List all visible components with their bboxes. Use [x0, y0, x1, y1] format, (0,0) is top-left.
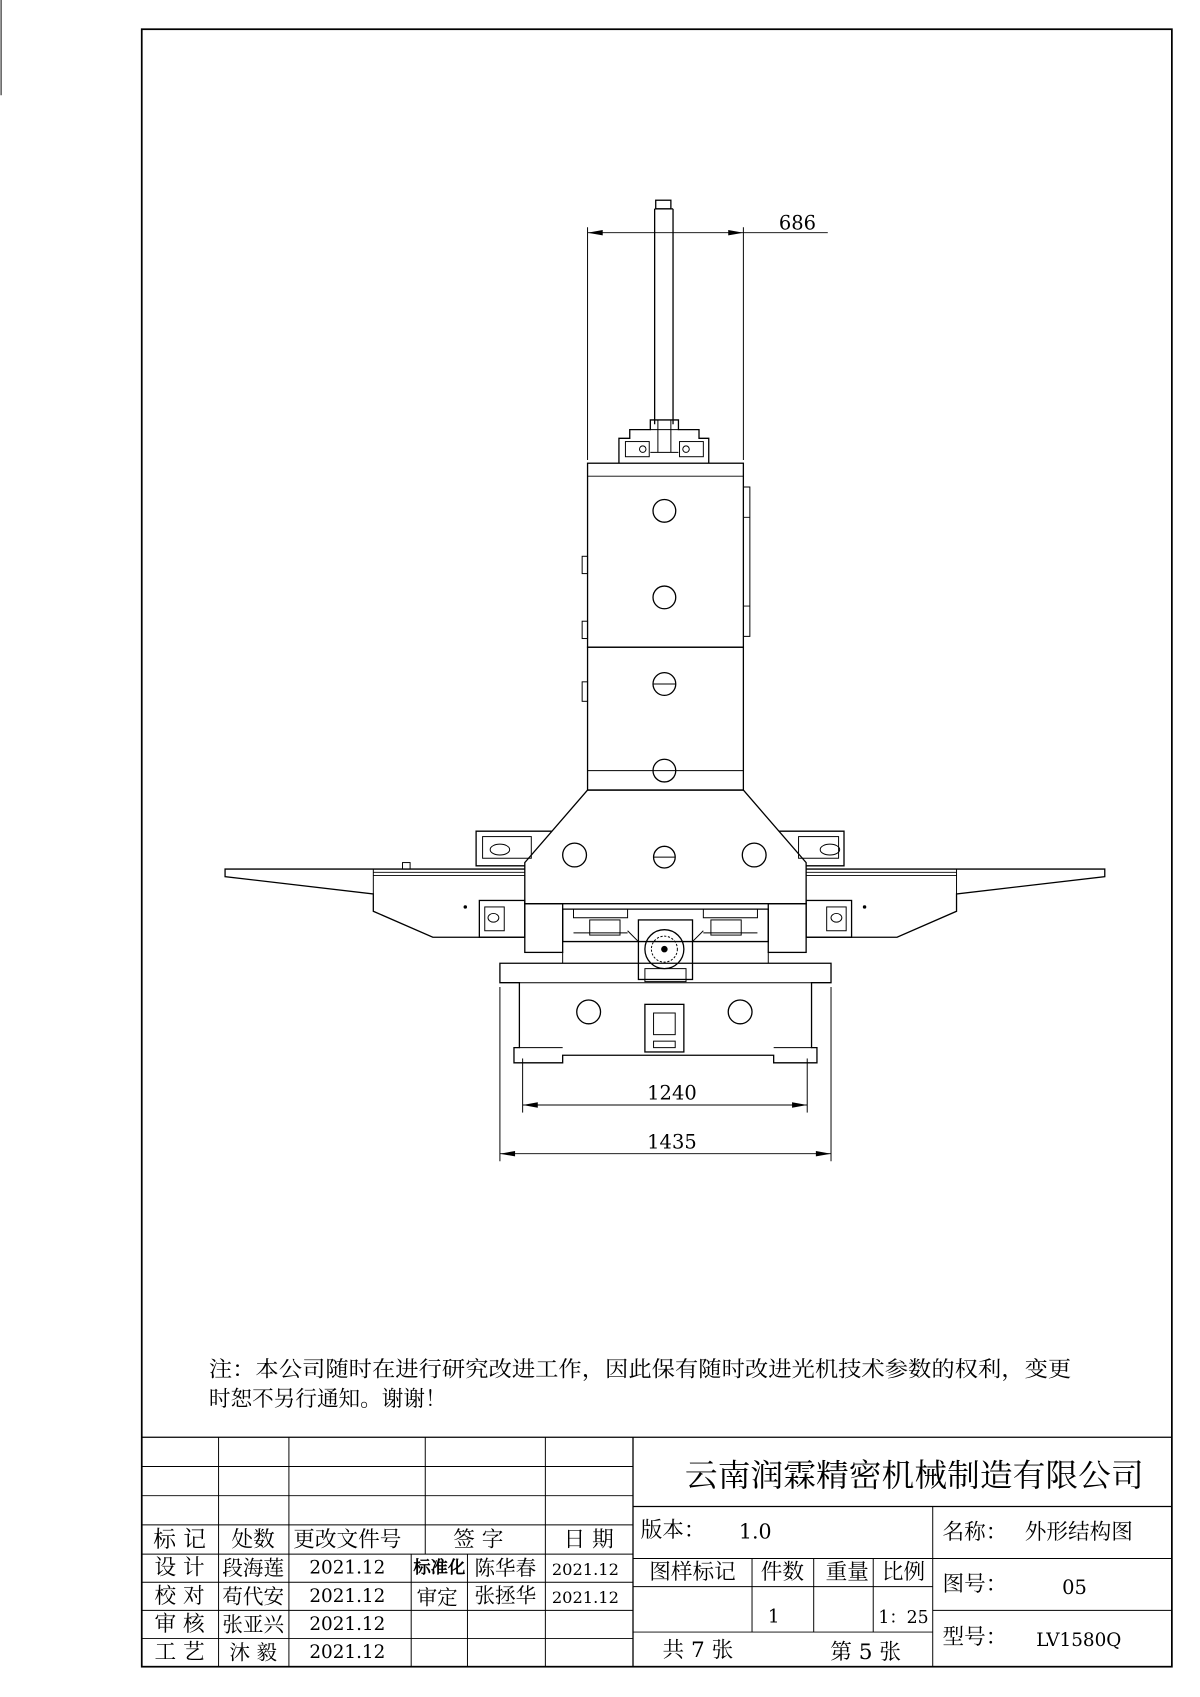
column-body — [525, 790, 806, 904]
company-name: 云南润霖精密机械制造有限公司 — [684, 1458, 1144, 1495]
header-mark: 标 记 — [153, 1527, 206, 1554]
sheet-current: 第 5 张 — [830, 1640, 902, 1666]
model-label: 型号： — [942, 1624, 1008, 1650]
title-block — [142, 1437, 1172, 1666]
header-date: 日 期 — [563, 1527, 614, 1553]
role-label: 设 计 — [154, 1555, 205, 1581]
person-name: 苟代安 — [222, 1584, 285, 1609]
date-value: 2021.12 — [309, 1557, 386, 1579]
machine-base — [500, 963, 831, 1063]
top-fixture — [619, 420, 709, 463]
header-quantity: 件数 — [760, 1560, 804, 1586]
right-lower-bracket — [806, 900, 851, 937]
bolt-hole — [728, 1000, 752, 1024]
dimension-1240 — [523, 1058, 808, 1112]
sheet-table — [649, 1560, 928, 1628]
role-label: 审定 — [416, 1585, 458, 1610]
bolt-hole — [577, 1000, 601, 1024]
person-name: 段海莲 — [222, 1556, 285, 1581]
role-label: 审 核 — [154, 1611, 205, 1637]
date-value: 2021.12 — [309, 1642, 386, 1664]
column-rod — [655, 200, 673, 424]
headstock-upper — [582, 463, 750, 647]
revision-row-process — [155, 1640, 386, 1665]
quantity-value: 1 — [767, 1606, 780, 1628]
revision-row-review — [155, 1612, 386, 1637]
drawing-name-value: 外形结构图 — [1024, 1519, 1133, 1545]
date-value: 2021.12 — [551, 1559, 619, 1579]
front-view-drawing — [225, 200, 1105, 1161]
version-value: 1.0 — [738, 1519, 772, 1544]
note-line-1: 注：本公司随时在进行研究改进工作，因此保有随时改进光机技术参数的权利，变更 — [208, 1357, 1072, 1383]
role-label: 标准化 — [413, 1558, 466, 1579]
left-lower-bracket — [479, 900, 524, 937]
dimension-686 — [588, 211, 828, 460]
dimension-label: 1240 — [647, 1081, 697, 1105]
header-count: 处数 — [231, 1527, 275, 1553]
bolt-hole — [563, 843, 587, 867]
header-signature: 签 字 — [453, 1527, 504, 1553]
bolt-hole — [742, 843, 766, 867]
drawing-name-label: 名称： — [942, 1519, 1008, 1545]
role-label: 工 艺 — [154, 1640, 205, 1666]
version-label: 版本： — [640, 1517, 706, 1543]
dimension-label: 686 — [778, 211, 817, 235]
revision-row-design — [155, 1556, 619, 1581]
header-change-doc: 更改文件号 — [293, 1527, 402, 1553]
revision-row-check — [155, 1583, 619, 1609]
bolt-hole — [653, 586, 676, 609]
person-name: 张拯华 — [474, 1583, 537, 1608]
header-weight: 重量 — [825, 1560, 869, 1586]
person-name: 陈华春 — [474, 1556, 537, 1581]
headstock-lower — [582, 647, 743, 790]
dimension-label: 1435 — [647, 1130, 697, 1154]
drawing-frame — [142, 29, 1172, 1666]
role-label: 校 对 — [154, 1583, 205, 1609]
person-name: 张亚兴 — [222, 1612, 285, 1637]
date-value: 2021.12 — [309, 1585, 386, 1607]
person-name: 沐 毅 — [229, 1640, 278, 1665]
chip-outlet — [645, 1004, 684, 1052]
note-line-2: 时恕不另行通知。谢谢！ — [208, 1386, 447, 1412]
date-value: 2021.12 — [551, 1587, 619, 1607]
revision-note — [209, 1358, 1071, 1412]
drawing-number-value: 05 — [1062, 1576, 1087, 1600]
revision-table-header — [153, 1527, 613, 1553]
saddle-assembly — [525, 904, 806, 982]
drawing-number-label: 图号： — [942, 1571, 1008, 1597]
header-scale: 比例 — [881, 1560, 926, 1586]
bolt-hole — [653, 499, 676, 522]
left-upper-bracket — [476, 831, 552, 866]
header-drawing-mark: 图样标记 — [649, 1560, 736, 1586]
right-upper-bracket — [779, 831, 844, 866]
scale-value: 1：25 — [878, 1607, 929, 1628]
model-value: LV1580Q — [1036, 1630, 1122, 1652]
sheet-total: 共 7 张 — [662, 1637, 734, 1663]
date-value: 2021.12 — [309, 1613, 386, 1635]
